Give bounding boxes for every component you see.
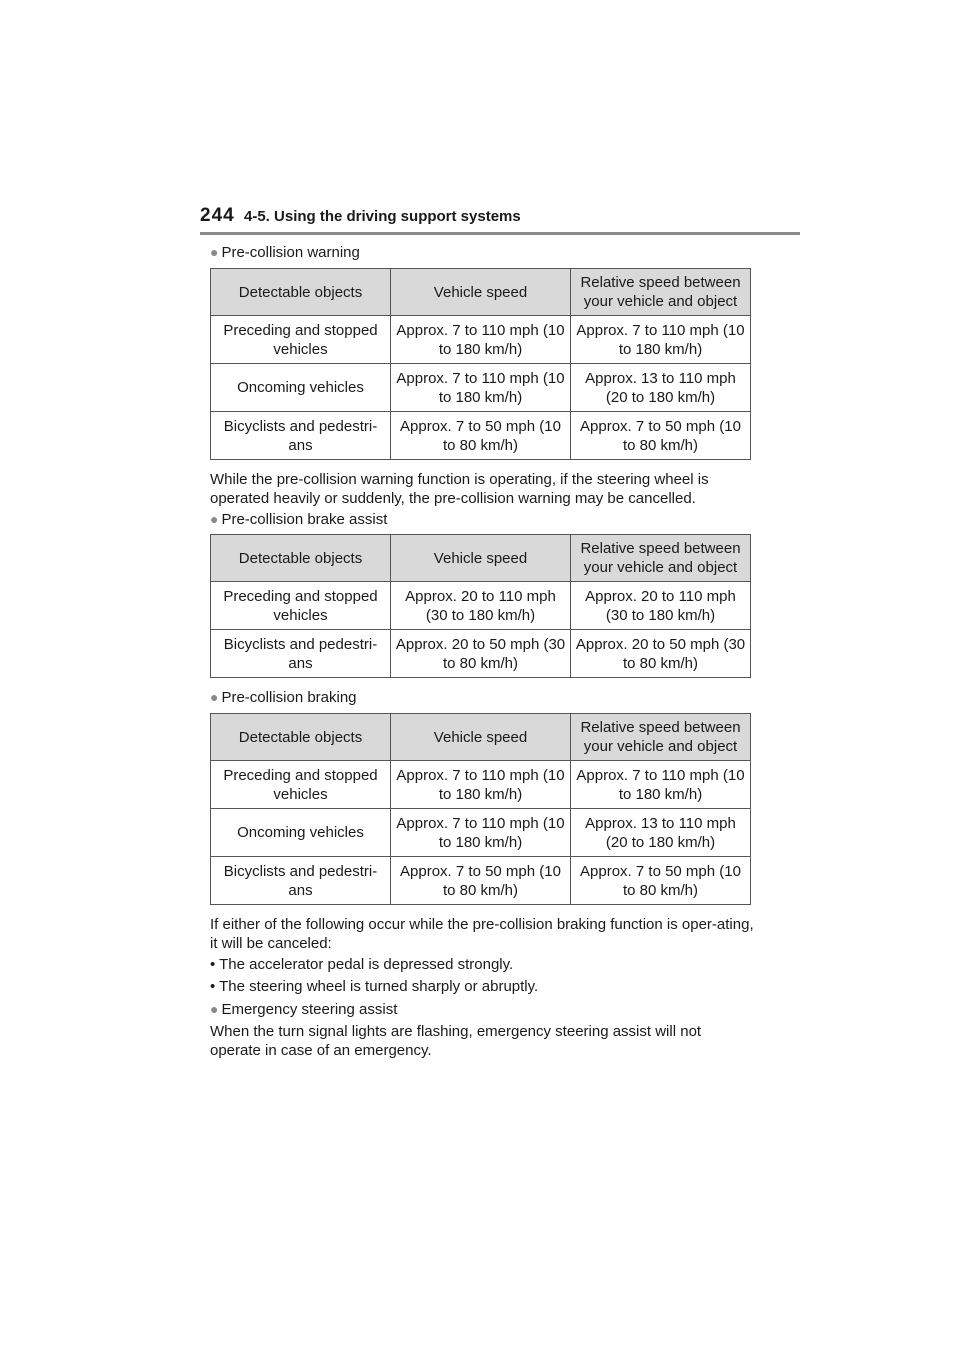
vehicle-speed-cell: Approx. 20 to 50 mph (30 to 80 km/h) bbox=[391, 630, 571, 678]
relative-speed-cell: Approx. 7 to 110 mph (10 to 180 km/h) bbox=[571, 761, 751, 809]
table-row bbox=[211, 316, 751, 364]
table-row bbox=[211, 582, 751, 630]
relative-speed-cell: Approx. 7 to 50 mph (10 to 80 km/h) bbox=[571, 857, 751, 905]
relative-speed-cell: Approx. 7 to 50 mph (10 to 80 km/h) bbox=[571, 412, 751, 460]
vehicle-speed-cell: Approx. 7 to 50 mph (10 to 80 km/h) bbox=[391, 857, 571, 905]
brake-assist-heading bbox=[210, 510, 387, 529]
object-cell: Preceding and stopped vehicles bbox=[211, 316, 391, 364]
vehicle-speed-cell: Approx. 7 to 110 mph (10 to 180 km/h) bbox=[391, 364, 571, 412]
warning-note: While the pre-collision warning function is operating, if the steering wheel is operated heavily or suddenly, the pre-collision warning may be cancelled. bbox=[210, 471, 709, 507]
relative-speed-cell: Approx. 13 to 110 mph (20 to 180 km/h) bbox=[571, 809, 751, 857]
header-cell: Detectable objects bbox=[211, 269, 391, 316]
table-header-row bbox=[211, 269, 751, 316]
table-header-row bbox=[211, 714, 751, 761]
bullet-icon: ● bbox=[210, 511, 219, 527]
warning-heading bbox=[210, 243, 360, 262]
relative-speed-cell: Approx. 20 to 50 mph (30 to 80 km/h) bbox=[571, 630, 751, 678]
object-cell: Oncoming vehicles bbox=[211, 809, 391, 857]
header-divider bbox=[200, 232, 800, 235]
vehicle-speed-cell: Approx. 7 to 110 mph (10 to 180 km/h) bbox=[391, 316, 571, 364]
object-cell: Oncoming vehicles bbox=[211, 364, 391, 412]
object-cell: Preceding and stopped vehicles bbox=[211, 761, 391, 809]
object-cell: Bicyclists and pedestri-ans bbox=[211, 857, 391, 905]
header-cell: Vehicle speed bbox=[391, 535, 571, 582]
relative-speed-cell: Approx. 7 to 110 mph (10 to 180 km/h) bbox=[571, 316, 751, 364]
table-row bbox=[211, 412, 751, 460]
header-cell: Relative speed between your vehicle and object bbox=[571, 535, 751, 582]
object-cell: Bicyclists and pedestri-ans bbox=[211, 412, 391, 460]
braking-item-1: • The accelerator pedal is depressed strongly. bbox=[210, 956, 514, 973]
section-title: 4-5. Using the driving support systems bbox=[244, 208, 521, 225]
vehicle-speed-cell: Approx. 7 to 110 mph (10 to 180 km/h) bbox=[391, 809, 571, 857]
vehicle-speed-cell: Approx. 7 to 110 mph (10 to 180 km/h) bbox=[391, 761, 571, 809]
bullet-icon: ● bbox=[210, 1001, 219, 1017]
braking-heading bbox=[210, 688, 357, 707]
bullet-icon: ● bbox=[210, 244, 219, 260]
header-cell: Vehicle speed bbox=[391, 714, 571, 761]
braking-table bbox=[210, 713, 751, 905]
steering-note: When the turn signal lights are flashing, emergency steering assist will not operate in case of an emergency. bbox=[210, 1023, 702, 1059]
object-cell: Bicyclists and pedestri-ans bbox=[211, 630, 391, 678]
braking-note: If either of the following occur while the pre-collision braking function is oper-ating, it will be canceled: bbox=[210, 916, 754, 952]
header-cell: Relative speed between your vehicle and object bbox=[571, 269, 751, 316]
table-row bbox=[211, 630, 751, 678]
brake-assist-heading-text: Pre-collision brake assist bbox=[221, 511, 388, 528]
header-cell: Detectable objects bbox=[211, 714, 391, 761]
relative-speed-cell: Approx. 13 to 110 mph (20 to 180 km/h) bbox=[571, 364, 751, 412]
vehicle-speed-cell: Approx. 20 to 110 mph (30 to 180 km/h) bbox=[391, 582, 571, 630]
bullet-icon: ● bbox=[210, 689, 219, 705]
warning-heading-text: Pre-collision warning bbox=[221, 244, 360, 261]
table-row bbox=[211, 761, 751, 809]
object-cell: Preceding and stopped vehicles bbox=[211, 582, 391, 630]
brake-assist-table bbox=[210, 534, 751, 678]
braking-heading-text: Pre-collision braking bbox=[221, 689, 357, 706]
relative-speed-cell: Approx. 20 to 110 mph (30 to 180 km/h) bbox=[571, 582, 751, 630]
header-cell: Vehicle speed bbox=[391, 269, 571, 316]
steering-heading-text: Emergency steering assist bbox=[221, 1001, 398, 1018]
vehicle-speed-cell: Approx. 7 to 50 mph (10 to 80 km/h) bbox=[391, 412, 571, 460]
header-cell: Detectable objects bbox=[211, 535, 391, 582]
table-row bbox=[211, 857, 751, 905]
table-row bbox=[211, 809, 751, 857]
page-number: 244 bbox=[200, 205, 235, 226]
table-header-row bbox=[211, 535, 751, 582]
table-row bbox=[211, 364, 751, 412]
header-cell: Relative speed between your vehicle and object bbox=[571, 714, 751, 761]
warning-table bbox=[210, 268, 751, 460]
page-header bbox=[200, 205, 800, 235]
braking-item-2: • The steering wheel is turned sharply or abruptly. bbox=[210, 978, 539, 995]
steering-heading bbox=[210, 1000, 397, 1019]
